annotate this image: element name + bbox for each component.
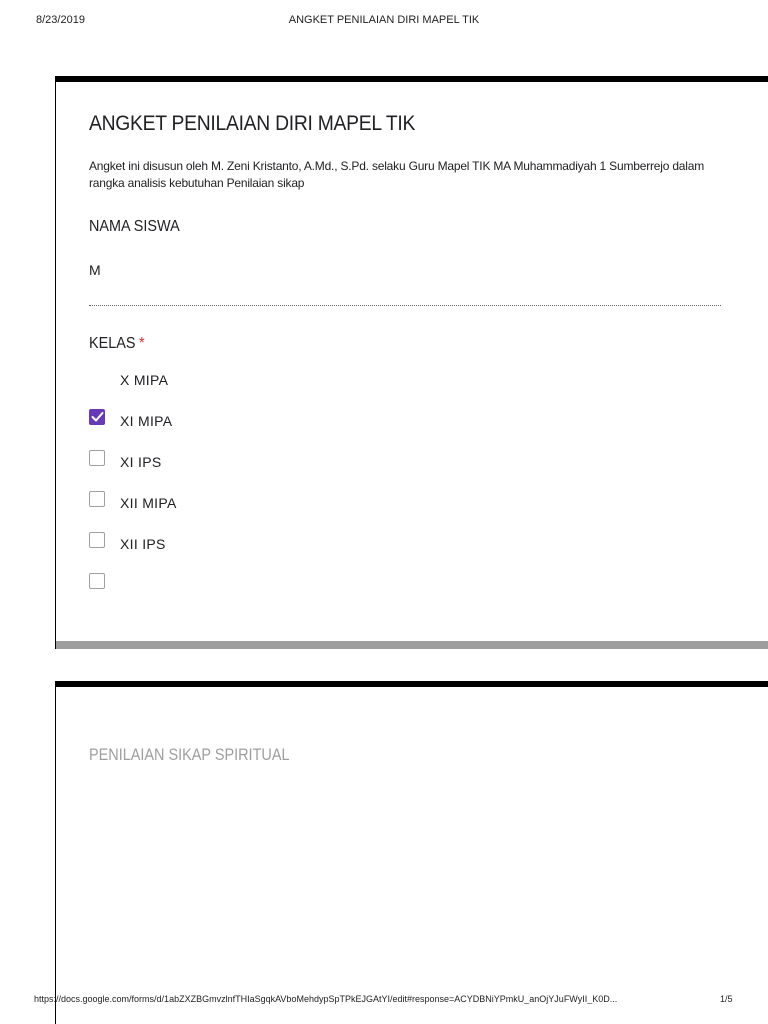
option-xii-mipa[interactable]: [89, 491, 389, 511]
section-title: PENILAIAN SIKAP SPIRITUAL: [89, 745, 290, 764]
print-footer: [0, 994, 768, 1008]
nama-answer-underline: [89, 305, 721, 306]
option-label: XI MIPA: [120, 413, 173, 429]
card-bottom-bar: [56, 641, 768, 649]
option-other[interactable]: [89, 573, 389, 593]
page-number: 1/5: [720, 994, 733, 1004]
option-xi-mipa[interactable]: [89, 409, 389, 429]
checkbox[interactable]: [89, 450, 105, 466]
option-label: XI IPS: [120, 454, 162, 470]
checkbox[interactable]: [89, 491, 105, 507]
form-description: Angket ini disusun oleh M. Zeni Kristanto, A.Md., S.Pd. selaku Guru Mapel TIK MA Muhammadiyah 1 Sumberrejo dalam rangka analisis kebutuhan Penilaian sikap: [89, 159, 705, 190]
nama-answer[interactable]: M: [89, 262, 101, 278]
option-label: XII IPS: [120, 536, 166, 552]
checkbox[interactable]: [89, 573, 105, 589]
check-icon: [91, 411, 104, 423]
required-mark: *: [139, 335, 145, 352]
option-label: X MIPA: [120, 372, 169, 388]
print-url: https://docs.google.com/forms/d/1abZXZBGmvzlnfTHIaSgqkAVboMehdypSpTPkEJGAtYI/edit#response=ACYDBNiYPmkU_anOjYJuFWyII_K0D...: [34, 994, 618, 1004]
option-xi-ips[interactable]: [89, 450, 389, 470]
question-nama-label: NAMA SISWA: [89, 218, 180, 235]
print-date: 8/23/2019: [36, 14, 85, 26]
option-xii-ips[interactable]: [89, 532, 389, 552]
section-card: [55, 681, 768, 1024]
option-x-mipa[interactable]: [89, 372, 389, 392]
checkbox[interactable]: [89, 532, 105, 548]
form-title: ANGKET PENILAIAN DIRI MAPEL TIK: [89, 112, 416, 135]
checkbox-checked[interactable]: [89, 409, 105, 425]
print-title: ANGKET PENILAIAN DIRI MAPEL TIK: [288, 14, 480, 26]
kelas-label-text: KELAS: [89, 335, 136, 352]
print-header: [0, 14, 768, 30]
question-kelas-label: [89, 335, 145, 353]
option-label: XII MIPA: [120, 495, 177, 511]
form-card: [55, 76, 768, 649]
